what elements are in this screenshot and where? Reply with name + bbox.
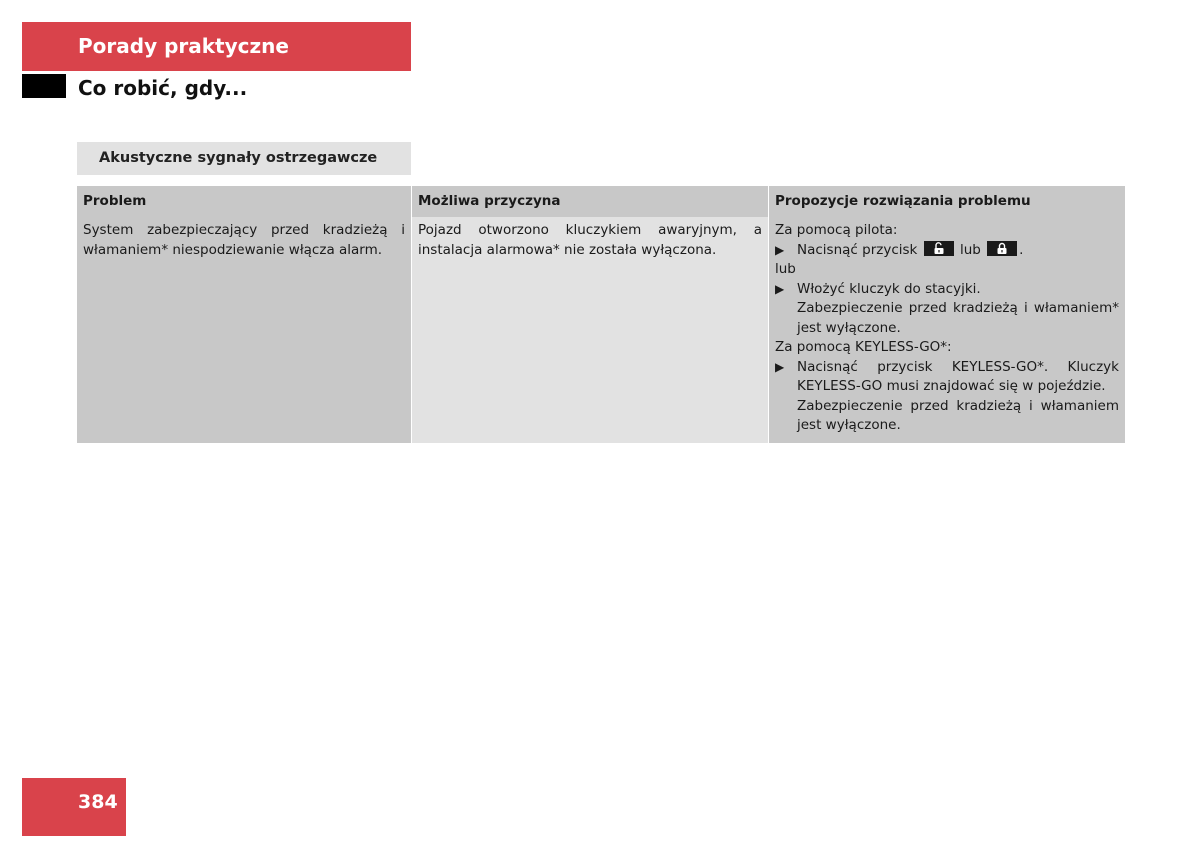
section-title: Akustyczne sygnały ostrzegawcze xyxy=(99,150,378,166)
step-text-end: . xyxy=(1019,241,1024,258)
page-number-box xyxy=(22,778,126,836)
page-subtitle: Co robić, gdy... xyxy=(78,76,248,100)
triangle-right-icon: ▶ xyxy=(775,242,785,257)
chapter-header xyxy=(22,22,411,71)
column-header-solution: Propozycje rozwiązania problemu xyxy=(769,186,1126,217)
solution-intro-keyless: Za pomocą KEYLESS-GO*: xyxy=(775,339,952,355)
problem-cell: System zabezpieczający przed kradzieżą i włamaniem* niespodziewanie włącza alarm. xyxy=(77,217,412,443)
step-text: Włożyć kluczyk do stacyjki. xyxy=(797,280,981,297)
step-text-or: lub xyxy=(959,241,981,258)
lock-icon xyxy=(987,241,1017,256)
subtitle-marker xyxy=(22,74,66,98)
page-number: 384 xyxy=(78,791,118,813)
unlock-icon xyxy=(924,241,954,256)
triangle-right-icon: ▶ xyxy=(775,359,785,374)
troubleshooting-table xyxy=(77,186,1125,443)
section-header xyxy=(77,142,411,175)
solution-step xyxy=(775,241,1119,261)
chapter-title: Porady praktyczne xyxy=(78,34,289,58)
solution-or: lub xyxy=(775,261,796,277)
triangle-right-icon: ▶ xyxy=(775,281,785,296)
table-header-row xyxy=(77,186,1125,217)
step-note: Zabezpieczenie przed kradzieżą i włamaniem jest wyłączone. xyxy=(797,397,1119,433)
step-note: Zabezpieczenie przed kradzieżą i włamaniem* jest wyłączone. xyxy=(797,300,1119,336)
cause-cell: Pojazd otworzono kluczykiem awaryjnym, a instalacja alarmowa* nie została wyłączona. xyxy=(412,217,769,443)
solution-intro-remote: Za pomocą pilota: xyxy=(775,222,898,238)
table-row xyxy=(77,217,1125,443)
step-text: Nacisnąć przycisk xyxy=(797,241,918,258)
step-text: Nacisnąć przycisk KEYLESS-GO*. Kluczyk KEYLESS-GO musi znajdować się w pojeździe. xyxy=(797,358,1119,394)
solution-step xyxy=(775,280,1119,300)
solution-step xyxy=(775,358,1119,397)
column-header-cause: Możliwa przyczyna xyxy=(412,186,769,217)
solution-cell xyxy=(769,217,1126,443)
column-header-problem: Problem xyxy=(77,186,412,217)
